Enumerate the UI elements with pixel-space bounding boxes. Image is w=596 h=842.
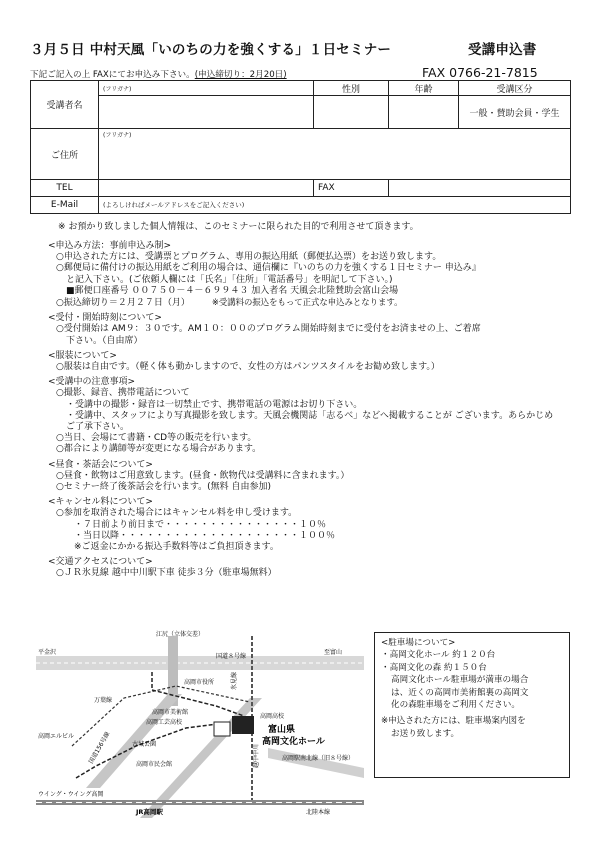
caution-line: ○当日、会場にて書籍・CD等の販売を行います。 [56, 433, 257, 444]
apply-heading: <申込み方法：事前申込み制> [48, 241, 172, 251]
map-label-top: 江尻（立体交差） [156, 631, 205, 638]
email-field[interactable] [99, 197, 571, 214]
venue-marker [232, 716, 254, 734]
road-bypass [268, 748, 364, 778]
gender-field[interactable] [314, 96, 389, 129]
map-label-heigin: 平金沢 [38, 649, 57, 656]
address-furigana-label: (フリガナ) [103, 132, 132, 139]
caution-line: ・受講中、スタッフにより写真撮影を致します。天風会機関誌「志るべ」などへ掲載することが ございます。あらかじめご了承下さい。 [66, 410, 554, 433]
title-main: ３月５日 中村天風「いのちの力を強くする」１日セミナー [30, 42, 392, 58]
map-label-toyama: 至富山 [324, 649, 343, 656]
caution-line: ○撮影、録音、携帯電話について [56, 388, 190, 399]
instruction-text: 下記ご記入の上 FAXにてお申込み下さい。 [30, 70, 195, 80]
application-form [30, 80, 571, 214]
page-title [30, 38, 570, 58]
map-label-nakagawa: 越中中川 [253, 743, 260, 768]
map-label-takaoka-hs: 高岡高校 [260, 713, 285, 720]
address-field[interactable] [99, 129, 571, 180]
apply-deadline-note: ※受講料の振込をもって正式な申込みとなります。 [211, 297, 403, 308]
dress-line: ○服装は自由です。（軽く体も動かしますので、女性の方はパンツスタイルをお勧め致します。） [56, 362, 440, 373]
email-hint: (よろしければメールアドレスをご記入ください) [103, 201, 245, 209]
cancel-line: ○参加を取消された場合にはキャンセル料を申し受けます。 [56, 508, 298, 519]
lunch-heading: <昼食・茶話会について> [48, 459, 153, 470]
address-label: ご住所 [31, 129, 99, 180]
access-map [36, 628, 364, 820]
access-section [48, 557, 570, 579]
apply-line: ■郵便口座番号 ００７５０－４－６９９４３ 加入者名 天風会北陸賛助会富山会場 [66, 285, 399, 296]
category-field[interactable]: 一般・賛助会員・学生 [459, 96, 571, 129]
email-label: E-Mail [31, 197, 99, 214]
map-label-kokudo: 国道８号線 [216, 653, 247, 660]
parking-marker [214, 722, 230, 736]
map-label-hall-small: 高岡市民会館 [136, 761, 173, 768]
map-label-park: 古城公園 [132, 741, 157, 748]
cancel-line: ・当日以降・・・・・・・・・・・・・・・・・・・・１００％ [74, 530, 336, 541]
privacy-note-block [58, 222, 580, 233]
lunch-section [48, 460, 570, 494]
map-label-elbel: 高岡エルビル [38, 733, 75, 740]
dress-section [48, 351, 570, 373]
parking-line: 高岡文化ホール駐車場が満車の場合 [391, 675, 529, 686]
cancel-line: ・７日前より前日まで・・・・・・・・・・・・・・・１０％ [74, 519, 327, 530]
caution-heading: <受講中の注意事項> [48, 377, 136, 388]
map-label-venue1: 富山県 [268, 725, 296, 735]
map-label-hokuriku: 北陸本線 [306, 809, 331, 816]
lunch-line: ○昼食・飲物はご用意致します。(昼食・飲物代は受講料に含まれます。） [56, 470, 350, 481]
parking-line: ※申込された方には、駐車場案内図を [381, 716, 526, 727]
access-line: ○ＪＲ氷見線 越中中川駅下車 徒歩３分（駐車場無料） [56, 568, 277, 579]
parking-line: ・高岡文化の森 約１５０台 [381, 662, 487, 673]
map-label-himi: 氷見線 [231, 671, 238, 690]
fax-field[interactable] [389, 180, 571, 197]
apply-deadline-row [48, 297, 570, 309]
parking-line: は、近くの高岡市美術館裏の高岡文 [391, 687, 529, 698]
fax-label: FAX [314, 180, 389, 197]
map-label-venue2: 高岡文化ホール [262, 737, 325, 747]
parking-heading: <駐車場について> [381, 638, 456, 648]
category-label: 受講区分 [459, 81, 571, 96]
access-heading: <交通アクセスについて> [48, 557, 153, 568]
apply-section [48, 241, 570, 309]
parking-box [374, 632, 570, 778]
dress-heading: <服装について> [48, 350, 117, 361]
tel-field[interactable] [99, 180, 314, 197]
name-field[interactable] [99, 96, 314, 129]
map-label-jr: JR高岡駅 [136, 808, 163, 816]
caution-section [48, 377, 570, 455]
map-label-rte: 国道156号線 [87, 730, 112, 765]
privacy-note: ※ お預かり致しました個人情報は、このセミナーに限られた目的で利用させて頂きます。 [58, 222, 419, 232]
reception-section [48, 313, 570, 347]
parking-line: 化の森駐車場をご利用ください。 [391, 700, 520, 711]
map-label-school: 高岡工芸高校 [146, 719, 183, 726]
age-label: 年齢 [389, 81, 459, 96]
map-label-manyo: 万葉線 [94, 697, 113, 704]
deadline-text: (申込締切り：2月20日) [194, 70, 287, 80]
map-label-bypass: 高岡駅南北線（旧８号線） [282, 755, 355, 762]
apply-deadline: ○振込締切り＝２月２７日（月） [56, 298, 190, 309]
title-right: 受講申込書 [468, 42, 537, 58]
instruction-line [30, 68, 287, 80]
gender-label: 性別 [314, 81, 389, 96]
cancel-line: ※ご返金にかかる振込手数料等はご負担頂きます。 [74, 542, 279, 553]
furigana-label: (フリガナ) [103, 86, 132, 93]
details-body [48, 237, 570, 580]
cancel-section [48, 497, 570, 553]
reception-line: 下さい。（自由席） [66, 335, 143, 346]
caution-line: ○都合により講師等が変更になる場合があります。 [56, 444, 262, 455]
fax-number: FAX 0766-21-7815 [422, 65, 538, 80]
name-label: 受講者名 [31, 81, 99, 129]
reception-heading: <受付・開始時刻について> [48, 313, 162, 324]
apply-line: と記入下さい。(ご依頼人欄には「氏名」「住所」「電話番号」を明記して下さい。) [66, 274, 393, 285]
map-label-city-hall: 高岡市役所 [184, 679, 215, 686]
parking-line: ・高岡文化ホール 約１２０台 [381, 650, 496, 661]
caution-line: ・受講中の撮影・録音は一切禁止です、携帯電話の電源はお切り下さい。 [66, 399, 363, 410]
lunch-line: ○セミナー終了後茶話会を行います。(無料 自由参加) [56, 482, 272, 493]
map-label-museum: 高岡市美術館 [152, 709, 189, 716]
reception-line: ○受付開始は AM９：３０です。AM１０：００のプログラム開始時刻までに受付をお済ませの上、ご着席 [56, 324, 481, 335]
map-label-wing: ウイング・ウイング高岡 [38, 791, 104, 798]
apply-line: ○申込された方には、受講票とプログラム、専用の振込用紙（郵便払込票）をお送り致します。 [56, 252, 442, 263]
tel-label: TEL [31, 180, 99, 197]
parking-line: お送り致します。 [391, 728, 460, 739]
cancel-heading: <キャンセル料について> [48, 497, 153, 508]
age-field[interactable] [389, 96, 459, 129]
apply-line: ○郵便局に備付けの振込用紙をご利用の場合は、通信欄に『いのちの力を強くする１日セミナー 申込み』 [56, 263, 481, 274]
